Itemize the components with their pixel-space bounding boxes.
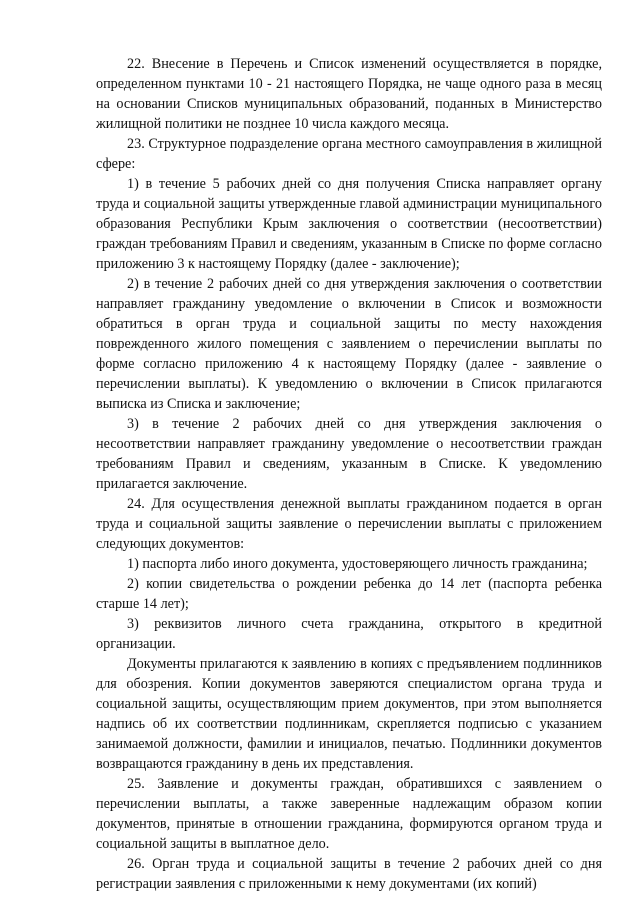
- paragraph-24-item-3: 3) реквизитов личного счета гражданина, открытого в кредитной организации.: [96, 616, 602, 652]
- paragraph-23-item-2: 2) в течение 2 рабочих дней со дня утверждения заключения о соответствии направляет гражданину уведомление о включении в Список и возможности обратиться в орган труда и социальной защиты по месту нахождения поврежденного жилого помещения с заявлением о перечислении выплаты по форме согласно приложению 4 к настоящему Порядку (далее - заявление о перечислении выплаты). К уведомлению о включении в Список прилагаются выписка из Списка и заключение;: [96, 276, 602, 412]
- paragraph-documents: Документы прилагаются к заявлению в копиях с предъявлением подлинников для обозрения. Копии документов заверяются специалистом органа труда и социальной защиты, осуществляющим прием документов, при этом выполняется надпись об их соответствии подлинникам, скрепляется подписью с указанием занимаемой должности, фамилии и инициалов, печатью. Подлинники документов возвращаются гражданину в день их представления.: [96, 656, 602, 772]
- paragraph-22: 22. Внесение в Перечень и Список изменений осуществляется в порядке, определенном пунктами 10 - 21 настоящего Порядка, не чаще одного раза в месяц на основании Списков муниципальных образований, поданных в Министерство жилищной политики не позднее 10 числа каждого месяца.: [96, 56, 602, 132]
- paragraph-23: 23. Структурное подразделение органа местного самоуправления в жилищной сфере:: [96, 136, 602, 172]
- paragraph-23-item-3: 3) в течение 2 рабочих дней со дня утверждения заключения о несоответствии направляет гражданину уведомление о несоответствии граждан требованиям Правил и сведениям, указанным в Списке. К уведомлению прилагается заключение.: [96, 416, 602, 492]
- paragraph-24: 24. Для осуществления денежной выплаты гражданином подается в орган труда и социальной защиты заявление о перечислении выплаты с приложением следующих документов:: [96, 496, 602, 552]
- document-body: [96, 54, 602, 894]
- paragraph-24-item-1: 1) паспорта либо иного документа, удостоверяющего личность гражданина;: [127, 556, 588, 572]
- paragraph-24-item-2: 2) копии свидетельства о рождении ребенка до 14 лет (паспорта ребенка старше 14 лет);: [96, 576, 602, 612]
- paragraph-25: 25. Заявление и документы граждан, обратившихся с заявлением о перечислении выплаты, а также заверенные надлежащим образом копии документов, принятые в отношении гражданина, формируются органом труда и социальной защиты в выплатное дело.: [96, 776, 602, 852]
- paragraph-26: 26. Орган труда и социальной защиты в течение 2 рабочих дней со дня регистрации заявления с приложенными к нему документами (их копий): [96, 856, 602, 892]
- paragraph-23-item-1: 1) в течение 5 рабочих дней со дня получения Списка направляет органу труда и социальной защиты утвержденные главой администрации муниципального образования Республики Крым заключения о соответствии (несоответствии) граждан требованиям Правил и сведениям, указанным в Списке по форме согласно приложению 3 к настоящему Порядку (далее - заключение);: [96, 176, 602, 272]
